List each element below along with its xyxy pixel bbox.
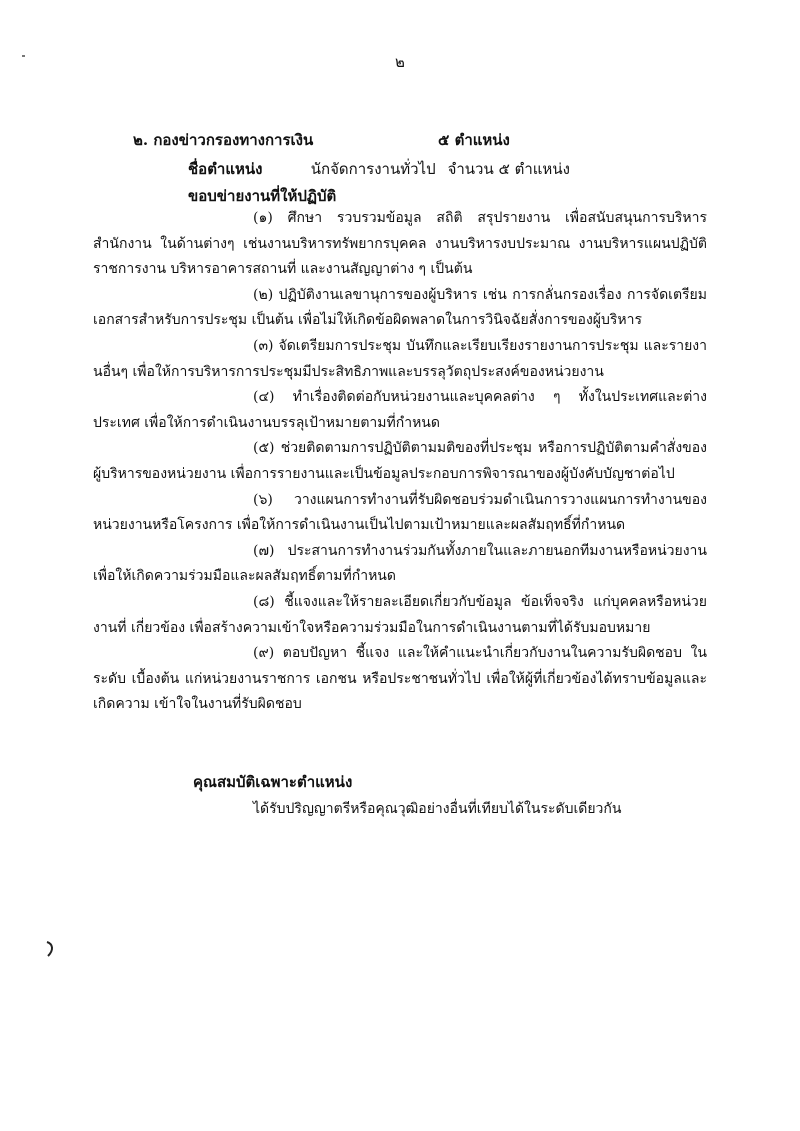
duty-item-8: (๘) ชี้แจงและให้รายละเอียดเกี่ยวกับข้อมูล ข้อเท็จจริง แก่บุคคลหรือหน่วยงานที่ เกี่ยวข้อง เพื่อสร้างความเข้าใจหรือความร่วมมือในการดำเนินงานตามที่ได้รับมอบหมาย bbox=[93, 593, 707, 636]
position-name: นักจัดการงานทั่วไป bbox=[310, 160, 436, 178]
stray-pen-mark bbox=[44, 940, 56, 958]
position-label: ชื่อตำแหน่ง bbox=[188, 160, 263, 178]
duty-item-5: (๕) ช่วยติดตามการปฏิบัติตามมติของที่ประชุม หรือการปฏิบัติตามคำสั่งของ ผู้บริหารของหน่วยงาน เพื่อการรายงานและเป็นข้อมูลประกอบการพิจารณาของผู้บังคับบัญชาต่อไป bbox=[93, 440, 707, 482]
duties-heading: ขอบข่ายงานที่ให้ปฏิบัติ bbox=[188, 187, 337, 205]
page-number: ๒ bbox=[395, 53, 405, 71]
position-count: จำนวน ๕ ตำแหน่ง bbox=[447, 160, 570, 178]
duty-item-3: (๓) จัดเตรียมการประชุม บันทึกและเรียบเรียงรายงานการประชุม และรายงานอื่นๆ เพื่อให้การบริหารการประชุมมีประสิทธิภาพและบรรลุวัตถุประสงค์ของหน่วยงาน bbox=[93, 337, 707, 380]
duty-item-1: (๑) ศึกษา รวบรวมข้อมูล สถิติ สรุปรายงาน เพื่อสนับสนุนการบริหารสำนักงาน ในด้านต่างๆ เช่นงานบริหารทรัพยากรบุคคล งานบริหารงบประมาณ งานบริหารแผนปฏิบัติราชการงาน บริหารอาคารสถานที่ และงานสัญญาต่าง ๆ เป็นต้น bbox=[93, 210, 707, 278]
position-row bbox=[188, 157, 570, 181]
qualifications-text: ได้รับปริญญาตรีหรือคุณวุฒิอย่างอื่นที่เทียบได้ในระดับเดียวกัน bbox=[253, 801, 622, 817]
qualifications-heading: คุณสมบัติเฉพาะตำแหน่ง bbox=[193, 773, 353, 791]
duty-item-2: (๒) ปฏิบัติงานเลขานุการของผู้บริหาร เช่น การกลั่นกรองเรื่อง การจัดเตรียม เอกสารสำหรับการประชุม เป็นต้น เพื่อไม่ให้เกิดข้อผิดพลาดในการวินิจฉัยสั่งการของผู้บริหาร bbox=[93, 286, 707, 329]
duty-item-7: (๗) ประสานการทำงานร่วมกันทั้งภายในและภายนอกทีมงานหรือหน่วยงาน เพื่อให้เกิดความร่วมมือและผลสัมฤทธิ์ตามที่กำหนด bbox=[93, 542, 707, 585]
duty-item-9: (๙) ตอบปัญหา ชี้แจง และให้คำแนะนำเกี่ยวกับงานในความรับผิดชอบ ในระดับ เบื้องต้น แก่หน่วยงานราชการ เอกชน หรือประชาชนทั่วไป เพื่อให้ผู้ที่เกี่ยวข้องได้ทราบข้อมูลและเกิดความ เข้าใจในงานที่รับผิดชอบ bbox=[93, 645, 707, 713]
duty-item-6: (๖) วางแผนการทำงานที่รับผิดชอบร่วมดำเนินการวางแผนการทำงานของ หน่วยงานหรือโครงการ เพื่อให้การดำเนินงานเป็นไปตามเป้าหมายและผลสัมฤทธิ์ที่กำหนด bbox=[93, 491, 707, 534]
section-position-count: ๕ ตำแหน่ง bbox=[438, 131, 510, 149]
duties-list bbox=[93, 206, 707, 718]
duty-item-4: (๔) ทำเรื่องติดต่อกับหน่วยงานและบุคคลต่าง ๆ ทั้งในประเทศและต่างประเทศ เพื่อให้การดำเนินงานบรรลุเป้าหมายตามที่กำหนด bbox=[93, 389, 707, 431]
section-title: ๒. กองข่าวกรองทางการเงิน bbox=[133, 131, 314, 149]
